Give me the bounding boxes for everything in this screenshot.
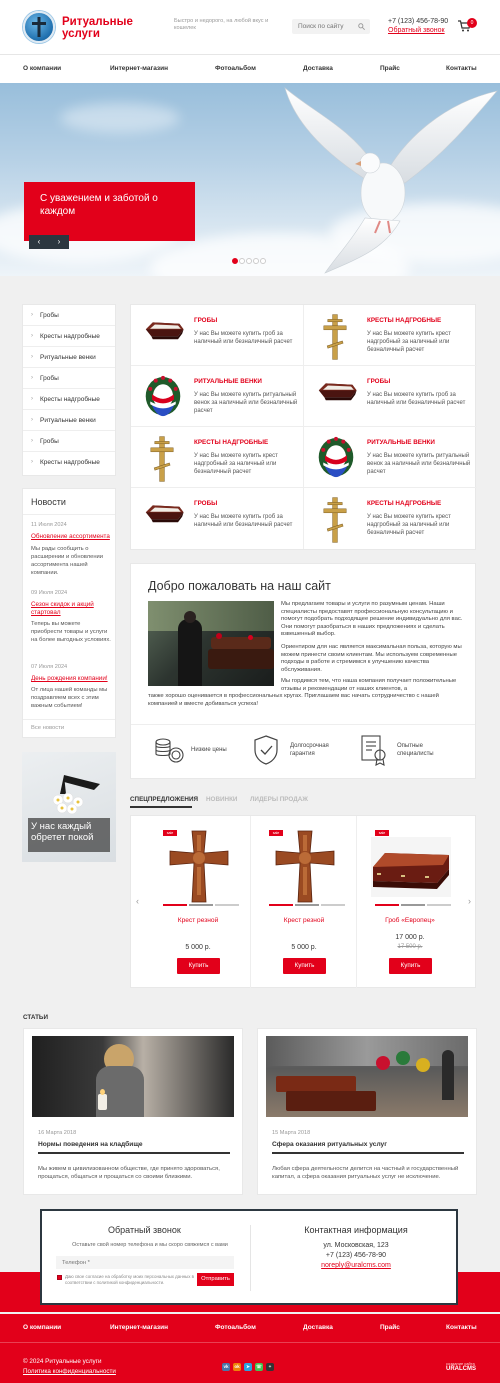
category-card-text: У нас Вы можете купить крест надгробный за наличный или безналичный расчет [367,331,451,353]
cross-image [316,496,358,538]
buy-button[interactable]: Купить [177,958,220,974]
news-date: 07 Июля 2024 [31,664,68,670]
nav-item-gallery[interactable]: Фотоальбом [215,65,256,72]
coffin-image [143,313,185,355]
feature-low-prices: Низкие цены [153,734,185,768]
news-link[interactable]: Обновление ассортимента [31,533,110,540]
product-price: 5 000 р. [291,944,317,951]
hero-dot-1[interactable] [232,258,238,264]
consent-checkbox[interactable] [57,1275,62,1280]
articles-title: СТАТЬИ [23,1014,48,1021]
chevron-right-icon: › [31,375,33,381]
nav-item-contacts[interactable]: Контакты [446,65,477,72]
tab-new[interactable]: НОВИНКИ [206,796,238,803]
product-name[interactable]: Крест резной [283,917,325,924]
callback-form-subtitle: Оставьте свой номер телефона и мы скоро свяжемся с вами [72,1242,228,1248]
article-title[interactable]: Нормы поведения на кладбище [38,1141,143,1148]
category-item[interactable]: › Кресты надгробные [23,452,115,473]
product-name[interactable]: Крест резной [177,917,219,924]
contact-address: ул. Московская, 123 [323,1242,389,1249]
brand-name[interactable]: Ритуальные услуги [62,16,133,40]
image-indicator[interactable] [269,904,293,906]
image-indicator[interactable] [321,904,345,906]
product-image[interactable] [265,829,345,904]
whatsapp-icon[interactable]: ☏ [256,1364,262,1369]
chevron-right-icon: › [31,396,33,402]
category-card[interactable] [304,427,477,488]
nav-item-delivery[interactable]: Доставка [303,65,333,72]
nav-item-shop[interactable]: Интернет-магазин [110,65,169,72]
phone-field[interactable] [56,1256,234,1269]
welcome-section [130,563,476,779]
category-card-title[interactable]: РИТУАЛЬНЫЕ ВЕНКИ [194,378,262,385]
chevron-right-icon: › [31,459,33,465]
all-news-link[interactable]: Все новости [31,725,65,731]
article-image [266,1036,468,1117]
hero-dot-4[interactable] [253,258,259,264]
footer-nav-contacts[interactable]: Контакты [446,1324,477,1331]
article-title[interactable]: Сфера оказания ритуальных услуг [272,1141,387,1148]
more-icon[interactable]: + [266,1363,274,1371]
image-indicator[interactable] [375,904,399,906]
category-card[interactable] [304,488,477,549]
search-input[interactable] [292,19,356,34]
image-indicator[interactable] [163,904,187,906]
category-card-title[interactable]: ГРОБЫ [194,500,218,507]
carousel-prev-icon[interactable]: ‹ [136,896,139,906]
news-link[interactable]: Сезон скидок и акций стартовал [31,601,94,616]
news-text: Мы рады сообщить о расширении и обновлении ассортимента нашей компании. [31,546,104,576]
welcome-paragraph: Мы предлагаем товары и услуги по разумным ценам. Наши специалисты предоставят профессиональную консультацию и помогут подобрать подходящее решение индивидуально для вас. Они помогут разобраться в наших предложениях и сделать взвешенный выбор. [281,601,463,638]
carousel-next-icon[interactable]: › [468,896,471,906]
category-card[interactable] [304,305,477,366]
header [0,0,500,55]
nav-item-price[interactable]: Прайс [380,65,400,72]
category-card-text: У нас Вы можете купить крест надгробный за наличный или безналичный расчет [194,453,278,475]
hero-dot-2[interactable] [239,258,245,264]
news-panel [22,488,116,738]
category-card-text: У нас Вы можете купить ритуальный венок за наличный или безналичный расчет [367,453,471,475]
news-date: 09 Июля 2024 [31,590,68,596]
hero-dot-3[interactable] [246,258,252,264]
contact-box [40,1209,458,1305]
send-button[interactable]: Отправить [197,1273,234,1286]
category-item[interactable]: › Кресты надгробные [23,326,115,347]
footer-nav-about[interactable]: О компании [23,1324,62,1331]
category-card-title[interactable]: ГРОБЫ [194,317,218,324]
shield-check-icon [252,734,280,766]
product-card[interactable] [357,816,463,988]
category-card[interactable] [304,366,477,427]
flowers-image [42,770,102,820]
search-icon[interactable] [358,23,365,30]
sale-badge: sale [163,830,177,836]
image-indicator[interactable] [427,904,451,906]
footer-nav-gallery[interactable]: Фотоальбом [215,1324,256,1331]
category-card-text: У нас Вы можете купить гроб за наличный или безналичный расчет [367,392,466,406]
category-card-title[interactable]: РИТУАЛЬНЫЕ ВЕНКИ [367,439,435,446]
news-text: Теперь вы можете приобрести товары и услуги на более выгодных условиях. [31,621,111,643]
hero-prev-button[interactable]: ‹ [29,235,49,249]
ok-icon[interactable]: ok [234,1364,240,1369]
news-date: 11 Июля 2024 [31,522,67,528]
developer-label: создание сайта [446,1361,475,1366]
chevron-right-icon: › [31,333,33,339]
chevron-right-icon: › [31,438,33,444]
tab-special-offers[interactable]: СПЕЦПРЕДЛОЖЕНИЯ [130,796,199,803]
contact-email[interactable]: noreply@uralcms.com [321,1262,391,1269]
category-card-title[interactable]: КРЕСТЫ НАДГРОБНЫЕ [194,439,269,446]
logo-icon[interactable] [23,11,55,43]
article-date: 16 Марта 2018 [38,1130,77,1136]
nav-item-about[interactable]: О компании [23,65,62,72]
welcome-paragraph: Ориентиром для нас является максимальная польза, которую мы можем принести своим клиентам. Мы используем современные подходы в работе и стремимся к улучшению качества обслуживания. [281,644,462,673]
contacts-title: Контактная информация [304,1225,408,1235]
promo-text: У нас каждый обретет покой [28,818,110,852]
footer-nav [0,1314,500,1342]
contact-phone[interactable]: +7 (123) 456-78-90 [325,1252,387,1259]
category-card[interactable] [131,305,304,366]
footer-nav-shop[interactable]: Интернет-магазин [110,1324,169,1331]
cross-image [143,435,185,477]
callback-form-title: Обратный звонок [108,1225,181,1235]
article-text: Мы живем в цивилизованном обществе, где принято здороваться, прощаться, общаться и прощаться со своими близкими. [38,1166,220,1180]
category-card-text: У нас Вы можете купить гроб за наличный или безналичный расчет [194,331,293,345]
footer [0,1342,500,1383]
feature-warranty [252,734,329,768]
footer-nav-delivery[interactable]: Доставка [303,1324,333,1331]
sale-badge: sale [375,830,389,836]
chevron-right-icon: › [31,354,33,360]
welcome-paragraph: Мы гордимся тем, что наша компания получает положительные отзывы и рекомендации от наших клиентов, а [281,678,457,692]
developer-name[interactable]: URALCMS [446,1366,476,1372]
funeral-photo [148,601,274,686]
category-card-text: У нас Вы можете купить гроб за наличный или безналичный расчет [194,514,293,528]
news-text: От лица нашей команды мы поздравляем всех с этим важным событием! [31,687,108,709]
welcome-paragraph: также хорошо оценивается в профессиональных кругах. Приглашаем вас начать сотрудничество с нашей компанией и вместе добиваться успеха! [148,693,439,707]
chevron-right-icon: › [31,417,33,423]
feature-specialists [359,734,434,768]
header-phone[interactable]: +7 (123) 456-78-90 [388,18,449,25]
hero-next-button[interactable]: › [49,235,69,249]
chevron-right-icon: › [31,312,33,318]
wreath-image [143,374,185,416]
news-title: Новости [31,497,66,507]
telegram-icon[interactable]: ➤ [244,1363,252,1371]
coins-icon [153,734,185,764]
product-card[interactable] [251,816,357,988]
product-price: 17 000 р. [395,934,425,941]
article-image [32,1036,234,1117]
image-indicator[interactable] [215,904,239,906]
category-card[interactable] [131,427,304,488]
category-item[interactable]: › Гробы [23,305,115,326]
feature-label: Долгосрочная гарантия [290,743,329,757]
category-card-title[interactable]: КРЕСТЫ НАДГРОБНЫЕ [367,317,442,324]
category-card[interactable] [131,366,304,427]
tab-bestsellers[interactable]: ЛИДЕРЫ ПРОДАЖ [250,796,308,803]
image-indicator[interactable] [189,904,213,906]
product-image[interactable] [371,829,451,904]
image-indicator[interactable] [401,904,425,906]
article-date: 15 Марта 2018 [272,1130,311,1136]
callback-link[interactable]: Обратный звонок [388,27,445,34]
category-card-title[interactable]: КРЕСТЫ НАДГРОБНЫЕ [367,500,442,507]
product-price: 5 000 р. [185,944,211,951]
slogan: Быстро и недорого, на любой вкус и кошелек [174,18,269,31]
category-card[interactable] [131,488,304,549]
article-text: Любая сфера деятельности делится на частный и государственный капитал, а сфера оказания ритуальных услуг не исключение. [272,1166,459,1180]
search-box [292,19,370,34]
product-card[interactable] [145,816,251,988]
image-indicator[interactable] [295,904,319,906]
main-nav [0,55,500,83]
category-item[interactable]: › Гробы [23,368,115,389]
certificate-icon [359,734,389,766]
coffin-image [143,496,185,538]
category-card-title[interactable]: ГРОБЫ [367,378,391,385]
category-item[interactable]: › Ритуальные венки [23,347,115,368]
hero-dot-5[interactable] [260,258,266,264]
product-old-price: 17 500 р. [397,944,423,950]
category-item[interactable]: › Гробы [23,431,115,452]
news-link[interactable]: День рождения компании! [31,675,108,682]
cross-image [316,313,358,355]
category-card-text: У нас Вы можете купить крест надгробный за наличный или безналичный расчет [367,514,451,536]
copyright: © 2024 Ритуальные услуги [23,1358,102,1365]
dove-image [255,83,500,276]
hero-slider [0,83,500,276]
category-item[interactable]: › Ритуальные венки [23,410,115,431]
hero-caption: С уважением и заботой о каждом [24,182,195,241]
wreath-image [316,435,358,477]
article-card[interactable] [257,1028,477,1195]
privacy-policy-link[interactable]: Политика конфиденциальности [23,1368,116,1375]
buy-button[interactable]: Купить [283,958,326,974]
promo-banner[interactable] [22,752,116,862]
category-menu [22,304,116,476]
feature-label: Опытные специалисты [397,743,434,757]
cart-count-badge: 0 [467,18,477,28]
vk-icon[interactable]: vk [223,1364,229,1369]
article-card[interactable] [23,1028,243,1195]
sale-badge: sale [269,830,283,836]
welcome-title: Добро пожаловать на наш сайт [148,579,331,593]
category-grid [130,304,476,550]
category-card-text: У нас Вы можете купить ритуальный венок за наличный или безналичный расчет [194,392,298,414]
consent-text: Даю свое согласие на обработку моих персональных данных в соответствии с политикой конфиденциальности. [65,1274,194,1285]
product-name[interactable]: Гроб «Европец» [385,917,435,924]
product-image[interactable] [159,829,239,904]
category-item[interactable]: › Кресты надгробные [23,389,115,410]
coffin-image [316,374,358,416]
product-carousel [130,815,476,988]
footer-nav-price[interactable]: Прайс [380,1324,400,1331]
active-tab-underline [130,806,192,808]
buy-button[interactable]: Купить [389,958,432,974]
